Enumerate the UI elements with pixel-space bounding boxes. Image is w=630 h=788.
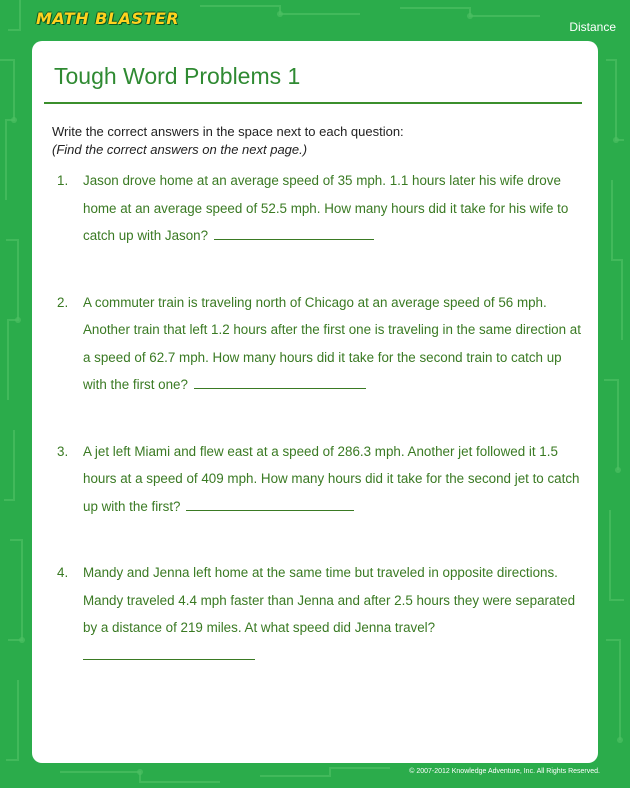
answer-blank-3[interactable]: [186, 496, 354, 511]
question-number: 3.: [57, 443, 69, 459]
answer-blank-1[interactable]: [214, 225, 374, 240]
question-text: A commuter train is traveling north of Chicago at an average speed of 56 mph. Another train that left 1.2 hours after the first one is traveling in the same direction at a speed of 62.7 mph. How many hours did it take for the second train to catch up with the first one?: [83, 294, 581, 392]
question-number: 2.: [57, 294, 69, 310]
instructions: [52, 123, 404, 159]
copyright-notice: © 2007-2012 Knowledge Adventure, Inc. All Rights Reserved.: [409, 768, 600, 775]
answer-blank-4[interactable]: [83, 658, 255, 660]
instruction-note: (Find the correct answers on the next page.): [52, 142, 308, 157]
question-4: [52, 559, 582, 660]
question-text: Jason drove home at an average speed of 35 mph. 1.1 hours later his wife drove home at an average speed of 52.5 mph. How many hours did it take for his wife to catch up with Jason?: [83, 173, 569, 243]
page-title: Tough Word Problems 1: [54, 63, 301, 89]
question-number: 4.: [57, 565, 69, 580]
math-blaster-logo: MATH BLASTER: [36, 9, 180, 28]
worksheet-card: [32, 41, 598, 763]
category-label: Distance: [569, 20, 616, 34]
question-number: 1.: [57, 173, 69, 188]
answer-blank-2[interactable]: [194, 374, 366, 389]
question-list: [52, 167, 582, 699]
question-1: [52, 167, 582, 250]
question-text: A jet left Miami and flew east at a speed of 286.3 mph. Another jet followed it 1.5 hours at a speed of 409 mph. How many hours did it take for the second jet to catch up with the first?: [83, 443, 580, 514]
question-3: [52, 438, 582, 521]
question-text: Mandy and Jenna left home at the same time but traveled in opposite directions. Mandy traveled 4.4 mph faster than Jenna and after 2.5 hours they were separated by a distance of 219 miles. At what speed did Jenna travel?: [83, 565, 576, 635]
title-divider: [44, 102, 582, 104]
instruction-text: Write the correct answers in the space next to each question:: [52, 124, 404, 139]
question-2: [52, 289, 582, 399]
